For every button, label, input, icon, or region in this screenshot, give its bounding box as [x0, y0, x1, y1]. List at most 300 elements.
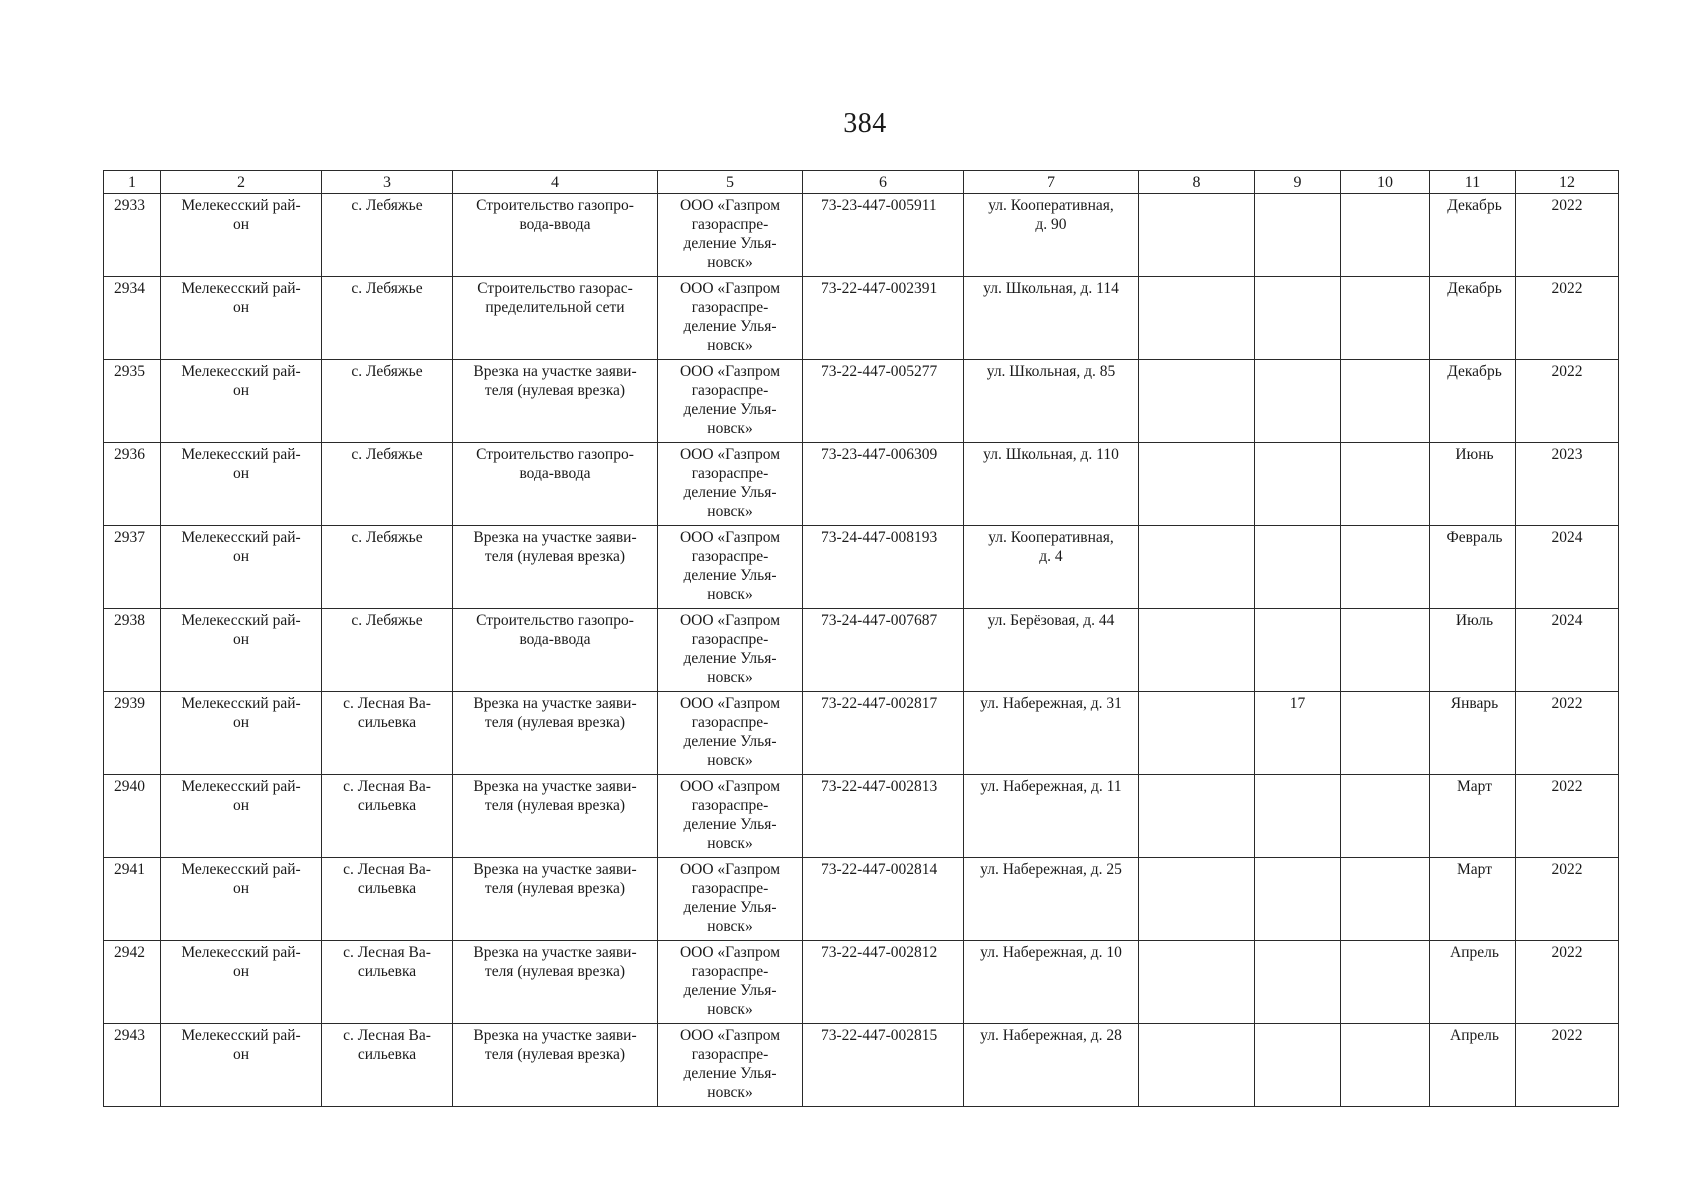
- cell-year-line: 2022: [1551, 861, 1583, 878]
- table-row: [104, 609, 1619, 692]
- cell-organization-line: деление Улья-: [683, 733, 777, 750]
- cell-district-line: он: [232, 216, 250, 233]
- cell-organization-line: деление Улья-: [683, 1065, 777, 1082]
- column-header: 10: [1341, 171, 1430, 194]
- cell-district-line: Мелекесский рай-: [181, 612, 301, 629]
- cell-district-line: Мелекесский рай-: [181, 446, 301, 463]
- table-body: [104, 194, 1619, 1107]
- cell-month-line: Июнь: [1455, 446, 1494, 463]
- column-header: 8: [1139, 171, 1255, 194]
- cell-settlement: [322, 858, 453, 941]
- cell-year-line: 2022: [1551, 944, 1583, 961]
- cell-number-line: 2939: [114, 695, 145, 712]
- cell-col9: [1255, 526, 1341, 609]
- cell-organization: [658, 692, 803, 775]
- cell-district-line: Мелекесский рай-: [181, 280, 301, 297]
- cell-month: [1430, 277, 1516, 360]
- cell-number: [104, 360, 161, 443]
- cell-col10: [1341, 443, 1430, 526]
- cell-work-type-line: вода-ввода: [519, 465, 591, 482]
- cell-number-line: 2938: [114, 612, 145, 629]
- cell-organization-line: газораспре-: [691, 631, 769, 648]
- cell-organization-line: новск»: [707, 254, 753, 271]
- cell-year: [1516, 526, 1619, 609]
- cell-settlement: [322, 277, 453, 360]
- column-header: 7: [964, 171, 1139, 194]
- cell-address-line: ул. Набережная, д. 11: [980, 778, 1122, 795]
- cell-work-type-line: Врезка на участке заяви-: [473, 1027, 637, 1044]
- cell-work-type: [453, 609, 658, 692]
- cell-work-type: [453, 277, 658, 360]
- table-row: [104, 775, 1619, 858]
- cell-organization-line: ООО «Газпром: [679, 1027, 781, 1044]
- cell-settlement-line: сильевка: [357, 714, 417, 731]
- cell-organization-line: новск»: [707, 918, 753, 935]
- cell-work-type-line: Строительство газопро-: [476, 446, 634, 463]
- cell-year-line: 2022: [1551, 280, 1583, 297]
- cell-col8: [1139, 360, 1255, 443]
- cell-code: [803, 443, 964, 526]
- cell-organization: [658, 277, 803, 360]
- table-row: [104, 443, 1619, 526]
- cell-organization-line: ООО «Газпром: [679, 778, 781, 795]
- cell-number-line: 2941: [114, 861, 145, 878]
- cell-code-line: 73-24-447-008193: [821, 529, 938, 546]
- cell-year: [1516, 443, 1619, 526]
- cell-number: [104, 277, 161, 360]
- cell-work-type-line: Врезка на участке заяви-: [473, 944, 637, 961]
- cell-col8: [1139, 609, 1255, 692]
- cell-code-line: 73-22-447-002817: [821, 695, 938, 712]
- cell-district-line: он: [232, 1046, 250, 1063]
- cell-work-type: [453, 941, 658, 1024]
- cell-address-line: д. 90: [1035, 216, 1067, 233]
- cell-organization-line: ООО «Газпром: [679, 944, 781, 961]
- cell-organization-line: газораспре-: [691, 465, 769, 482]
- cell-col10: [1341, 360, 1430, 443]
- column-header: 4: [453, 171, 658, 194]
- cell-settlement-line: с. Лесная Ва-: [343, 861, 431, 878]
- cell-work-type: [453, 360, 658, 443]
- cell-district: [161, 1024, 322, 1107]
- cell-address: [964, 692, 1139, 775]
- cell-year-line: 2024: [1551, 612, 1583, 629]
- cell-address-line: ул. Кооперативная,: [988, 529, 1114, 546]
- column-header: 1: [104, 171, 161, 194]
- cell-col9: [1255, 443, 1341, 526]
- cell-district-line: Мелекесский рай-: [181, 363, 301, 380]
- cell-settlement: [322, 609, 453, 692]
- cell-number: [104, 775, 161, 858]
- cell-settlement-line: с. Лесная Ва-: [343, 944, 431, 961]
- cell-organization-line: новск»: [707, 1001, 753, 1018]
- cell-work-type: [453, 194, 658, 277]
- cell-address: [964, 1024, 1139, 1107]
- cell-organization: [658, 360, 803, 443]
- cell-organization-line: ООО «Газпром: [679, 612, 781, 629]
- cell-work-type-line: Врезка на участке заяви-: [473, 778, 637, 795]
- cell-month-line: Апрель: [1450, 944, 1499, 961]
- cell-code-line: 73-22-447-002812: [821, 944, 938, 961]
- table-row: [104, 277, 1619, 360]
- cell-district-line: Мелекесский рай-: [181, 778, 301, 795]
- cell-work-type: [453, 692, 658, 775]
- cell-settlement-line: с. Лесная Ва-: [343, 778, 431, 795]
- cell-organization-line: газораспре-: [691, 548, 769, 565]
- cell-settlement: [322, 194, 453, 277]
- cell-code: [803, 941, 964, 1024]
- cell-address-line: ул. Школьная, д. 110: [983, 446, 1119, 463]
- cell-district-line: он: [232, 963, 250, 980]
- cell-work-type-line: вода-ввода: [519, 216, 591, 233]
- cell-work-type-line: Строительство газопро-: [476, 612, 634, 629]
- cell-number-line: 2935: [114, 363, 145, 380]
- cell-address: [964, 775, 1139, 858]
- cell-organization-line: деление Улья-: [683, 899, 777, 916]
- cell-month-line: Апрель: [1450, 1027, 1499, 1044]
- cell-year: [1516, 194, 1619, 277]
- cell-col9: [1255, 941, 1341, 1024]
- cell-col10: [1341, 194, 1430, 277]
- cell-work-type-line: Врезка на участке заяви-: [473, 861, 637, 878]
- cell-col9: [1255, 858, 1341, 941]
- cell-organization-line: деление Улья-: [683, 816, 777, 833]
- cell-number: [104, 1024, 161, 1107]
- cell-code: [803, 775, 964, 858]
- cell-organization-line: деление Улья-: [683, 235, 777, 252]
- cell-year: [1516, 360, 1619, 443]
- cell-col8: [1139, 526, 1255, 609]
- cell-code-line: 73-22-447-002814: [821, 861, 938, 878]
- cell-settlement-line: с. Лебяжье: [351, 612, 423, 629]
- cell-code: [803, 360, 964, 443]
- cell-col10: [1341, 858, 1430, 941]
- cell-organization-line: ООО «Газпром: [679, 695, 781, 712]
- cell-month-line: Декабрь: [1447, 280, 1502, 297]
- cell-work-type-line: Строительство газопро-: [476, 197, 634, 214]
- cell-month: [1430, 692, 1516, 775]
- cell-code: [803, 194, 964, 277]
- cell-work-type-line: теля (нулевая врезка): [484, 880, 626, 897]
- cell-number: [104, 692, 161, 775]
- cell-col10: [1341, 775, 1430, 858]
- page-number: 384: [843, 108, 887, 139]
- cell-settlement-line: сильевка: [357, 797, 417, 814]
- cell-year: [1516, 1024, 1619, 1107]
- column-header: 3: [322, 171, 453, 194]
- cell-col8: [1139, 1024, 1255, 1107]
- cell-organization-line: новск»: [707, 337, 753, 354]
- cell-work-type: [453, 1024, 658, 1107]
- cell-number-line: 2936: [114, 446, 145, 463]
- cell-col9: [1255, 360, 1341, 443]
- cell-code: [803, 858, 964, 941]
- cell-organization: [658, 194, 803, 277]
- cell-col9: [1255, 277, 1341, 360]
- cell-organization-line: новск»: [707, 420, 753, 437]
- cell-work-type-line: теля (нулевая врезка): [484, 382, 626, 399]
- cell-district: [161, 526, 322, 609]
- cell-year: [1516, 609, 1619, 692]
- cell-col9-line: 17: [1289, 695, 1306, 712]
- cell-organization-line: новск»: [707, 503, 753, 520]
- cell-address: [964, 941, 1139, 1024]
- column-header: 11: [1430, 171, 1516, 194]
- cell-month-line: Декабрь: [1447, 197, 1502, 214]
- column-header: 9: [1255, 171, 1341, 194]
- cell-district: [161, 443, 322, 526]
- column-header: 5: [658, 171, 803, 194]
- cell-col9: [1255, 1024, 1341, 1107]
- cell-code-line: 73-23-447-005911: [821, 197, 937, 214]
- cell-address-line: ул. Набережная, д. 25: [980, 861, 1122, 878]
- cell-work-type-line: вода-ввода: [519, 631, 591, 648]
- cell-work-type: [453, 858, 658, 941]
- cell-col8: [1139, 443, 1255, 526]
- cell-organization: [658, 1024, 803, 1107]
- cell-organization: [658, 609, 803, 692]
- cell-col8: [1139, 692, 1255, 775]
- cell-organization-line: газораспре-: [691, 1046, 769, 1063]
- cell-work-type-line: Врезка на участке заяви-: [473, 363, 637, 380]
- cell-month: [1430, 1024, 1516, 1107]
- cell-work-type-line: Врезка на участке заяви-: [473, 529, 637, 546]
- cell-address: [964, 277, 1139, 360]
- cell-settlement-line: сильевка: [357, 963, 417, 980]
- cell-address: [964, 194, 1139, 277]
- cell-organization-line: ООО «Газпром: [679, 529, 781, 546]
- cell-address-line: д. 4: [1039, 548, 1063, 565]
- cell-month-line: Июль: [1455, 612, 1494, 629]
- column-header: 2: [161, 171, 322, 194]
- cell-month: [1430, 443, 1516, 526]
- cell-organization-line: новск»: [707, 835, 753, 852]
- cell-district-line: он: [232, 548, 250, 565]
- cell-district: [161, 775, 322, 858]
- cell-address-line: ул. Набережная, д. 31: [980, 695, 1122, 712]
- cell-year-line: 2022: [1551, 1027, 1583, 1044]
- table-header: [104, 171, 1619, 194]
- cell-number-line: 2933: [114, 197, 145, 214]
- cell-year: [1516, 775, 1619, 858]
- cell-code-line: 73-22-447-002815: [821, 1027, 938, 1044]
- table-row: [104, 526, 1619, 609]
- cell-work-type-line: теля (нулевая врезка): [484, 963, 626, 980]
- cell-settlement: [322, 360, 453, 443]
- cell-organization: [658, 858, 803, 941]
- cell-col9: [1255, 775, 1341, 858]
- cell-number: [104, 609, 161, 692]
- cell-address: [964, 609, 1139, 692]
- cell-month: [1430, 194, 1516, 277]
- cell-year-line: 2022: [1551, 695, 1583, 712]
- cell-organization-line: газораспре-: [691, 963, 769, 980]
- cell-number: [104, 443, 161, 526]
- cell-address: [964, 443, 1139, 526]
- cell-col10: [1341, 609, 1430, 692]
- cell-district: [161, 941, 322, 1024]
- cell-address-line: ул. Кооперативная,: [988, 197, 1114, 214]
- cell-organization-line: ООО «Газпром: [679, 197, 781, 214]
- cell-col9: [1255, 194, 1341, 277]
- cell-district: [161, 609, 322, 692]
- cell-month: [1430, 775, 1516, 858]
- cell-settlement: [322, 1024, 453, 1107]
- cell-organization-line: новск»: [707, 1084, 753, 1101]
- cell-organization-line: газораспре-: [691, 216, 769, 233]
- cell-settlement-line: с. Лебяжье: [351, 280, 423, 297]
- cell-year: [1516, 692, 1619, 775]
- cell-work-type: [453, 526, 658, 609]
- cell-district-line: он: [232, 631, 250, 648]
- cell-address-line: ул. Набережная, д. 10: [980, 944, 1122, 961]
- cell-organization-line: ООО «Газпром: [679, 446, 781, 463]
- cell-district-line: Мелекесский рай-: [181, 529, 301, 546]
- table-row: [104, 1024, 1619, 1107]
- cell-month-line: Март: [1457, 778, 1492, 795]
- cell-organization-line: газораспре-: [691, 382, 769, 399]
- cell-settlement: [322, 526, 453, 609]
- cell-col10: [1341, 941, 1430, 1024]
- cell-district-line: Мелекесский рай-: [181, 197, 301, 214]
- cell-work-type-line: пределительной сети: [485, 299, 625, 316]
- cell-district: [161, 277, 322, 360]
- cell-work-type: [453, 775, 658, 858]
- cell-district: [161, 692, 322, 775]
- cell-code: [803, 277, 964, 360]
- table-row: [104, 194, 1619, 277]
- cell-work-type-line: теля (нулевая врезка): [484, 548, 626, 565]
- cell-district-line: он: [232, 465, 250, 482]
- cell-number: [104, 194, 161, 277]
- cell-settlement-line: с. Лебяжье: [351, 363, 423, 380]
- cell-district-line: Мелекесский рай-: [181, 861, 301, 878]
- cell-settlement-line: с. Лебяжье: [351, 446, 423, 463]
- cell-month-line: Декабрь: [1447, 363, 1502, 380]
- cell-month: [1430, 609, 1516, 692]
- cell-col9: [1255, 609, 1341, 692]
- cell-month-line: Январь: [1450, 695, 1499, 712]
- cell-code-line: 73-22-447-002813: [821, 778, 938, 795]
- cell-organization-line: деление Улья-: [683, 567, 777, 584]
- cell-address-line: ул. Набережная, д. 28: [980, 1027, 1122, 1044]
- cell-year-line: 2022: [1551, 778, 1583, 795]
- cell-code: [803, 1024, 964, 1107]
- cell-col8: [1139, 194, 1255, 277]
- cell-month: [1430, 360, 1516, 443]
- cell-organization: [658, 443, 803, 526]
- cell-month: [1430, 941, 1516, 1024]
- data-table: [103, 170, 1619, 1107]
- cell-district: [161, 858, 322, 941]
- cell-district-line: Мелекесский рай-: [181, 944, 301, 961]
- cell-address: [964, 526, 1139, 609]
- cell-col8: [1139, 858, 1255, 941]
- cell-year-line: 2023: [1551, 446, 1583, 463]
- cell-organization-line: новск»: [707, 586, 753, 603]
- cell-district-line: Мелекесский рай-: [181, 695, 301, 712]
- cell-col10: [1341, 1024, 1430, 1107]
- cell-month: [1430, 526, 1516, 609]
- cell-number: [104, 526, 161, 609]
- cell-work-type: [453, 443, 658, 526]
- table-row: [104, 360, 1619, 443]
- cell-organization-line: ООО «Газпром: [679, 861, 781, 878]
- table-row: [104, 941, 1619, 1024]
- cell-code: [803, 692, 964, 775]
- table-row: [104, 858, 1619, 941]
- cell-organization-line: деление Улья-: [683, 401, 777, 418]
- cell-year: [1516, 858, 1619, 941]
- cell-work-type-line: теля (нулевая врезка): [484, 1046, 626, 1063]
- cell-organization-line: газораспре-: [691, 299, 769, 316]
- cell-address-line: ул. Школьная, д. 114: [983, 280, 1119, 297]
- cell-address-line: ул. Берёзовая, д. 44: [987, 612, 1115, 629]
- cell-year-line: 2024: [1551, 529, 1583, 546]
- cell-col8: [1139, 775, 1255, 858]
- cell-code-line: 73-24-447-007687: [821, 612, 938, 629]
- cell-col9: [1255, 692, 1341, 775]
- cell-col10: [1341, 692, 1430, 775]
- cell-code-line: 73-23-447-006309: [821, 446, 938, 463]
- cell-organization-line: ООО «Газпром: [679, 280, 781, 297]
- header-row: [104, 171, 1619, 194]
- cell-organization-line: газораспре-: [691, 714, 769, 731]
- cell-district: [161, 194, 322, 277]
- cell-organization-line: деление Улья-: [683, 484, 777, 501]
- cell-settlement-line: с. Лесная Ва-: [343, 695, 431, 712]
- cell-organization-line: деление Улья-: [683, 982, 777, 999]
- cell-col10: [1341, 277, 1430, 360]
- cell-address: [964, 360, 1139, 443]
- cell-work-type-line: Строительство газорас-: [477, 280, 633, 297]
- cell-district: [161, 360, 322, 443]
- cell-organization-line: деление Улья-: [683, 318, 777, 335]
- cell-year-line: 2022: [1551, 197, 1583, 214]
- cell-number-line: 2940: [114, 778, 145, 795]
- column-header: 12: [1516, 171, 1619, 194]
- cell-code: [803, 526, 964, 609]
- cell-settlement-line: с. Лебяжье: [351, 529, 423, 546]
- cell-district-line: он: [232, 382, 250, 399]
- cell-code: [803, 609, 964, 692]
- cell-year-line: 2022: [1551, 363, 1583, 380]
- cell-settlement: [322, 692, 453, 775]
- cell-month-line: Март: [1457, 861, 1492, 878]
- cell-organization-line: новск»: [707, 669, 753, 686]
- cell-settlement: [322, 941, 453, 1024]
- cell-work-type-line: теля (нулевая врезка): [484, 714, 626, 731]
- cell-address-line: ул. Школьная, д. 85: [986, 363, 1116, 380]
- cell-number-line: 2942: [114, 944, 145, 961]
- cell-number: [104, 858, 161, 941]
- table-row: [104, 692, 1619, 775]
- cell-settlement-line: сильевка: [357, 1046, 417, 1063]
- cell-number-line: 2934: [114, 280, 145, 297]
- cell-district-line: Мелекесский рай-: [181, 1027, 301, 1044]
- cell-settlement: [322, 443, 453, 526]
- cell-address: [964, 858, 1139, 941]
- cell-col10: [1341, 526, 1430, 609]
- cell-year: [1516, 277, 1619, 360]
- cell-organization-line: ООО «Газпром: [679, 363, 781, 380]
- cell-organization: [658, 775, 803, 858]
- cell-work-type-line: теля (нулевая врезка): [484, 797, 626, 814]
- cell-organization: [658, 941, 803, 1024]
- cell-organization-line: газораспре-: [691, 880, 769, 897]
- cell-month-line: Февраль: [1446, 529, 1503, 546]
- cell-number-line: 2937: [114, 529, 145, 546]
